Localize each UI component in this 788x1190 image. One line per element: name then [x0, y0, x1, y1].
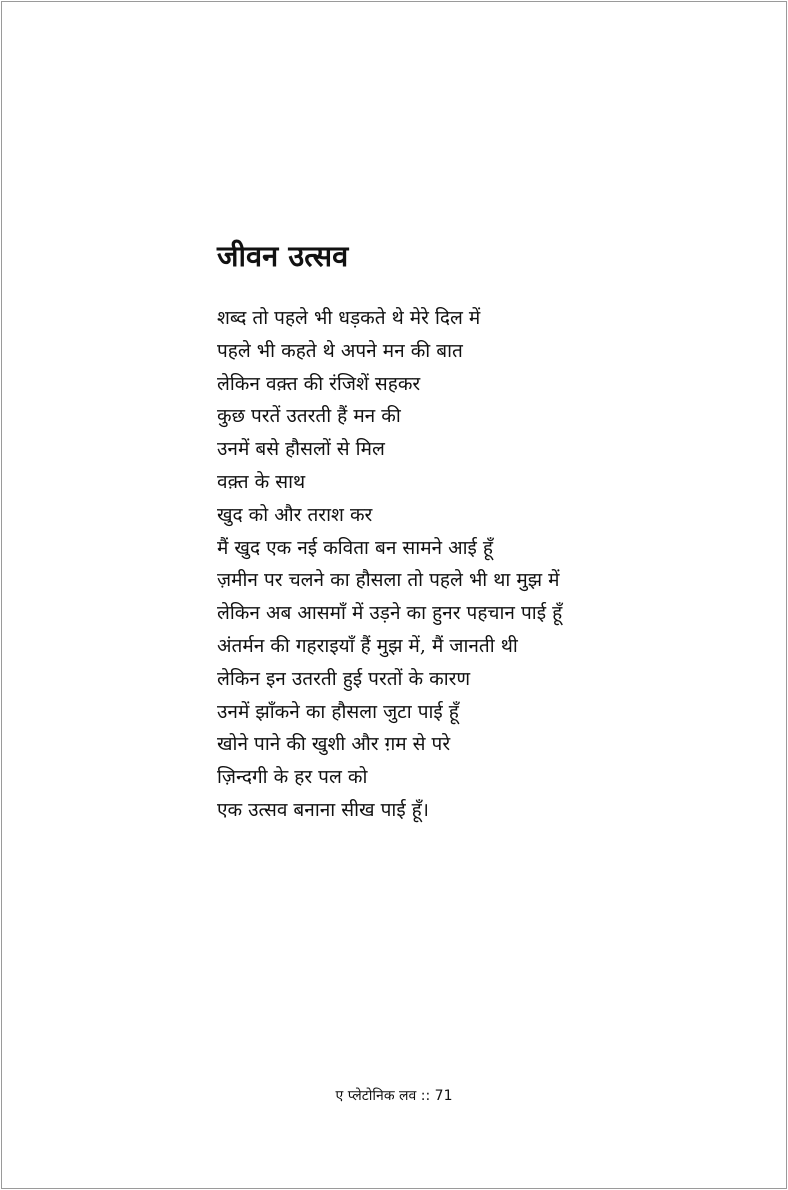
poem-line: उनमें बसे हौसलों से मिल — [217, 438, 385, 461]
footer-separator: :: — [420, 1088, 431, 1104]
poem-line: एक उत्सव बनाना सीख पाई हूँ। — [217, 798, 429, 821]
poem-line: अंतर्मन की गहराइयाँ हैं मुझ में, मैं जानती थी — [217, 634, 518, 657]
poem-line: कुछ परतें उतरती हैं मन की — [217, 405, 401, 428]
poem-line: मैं खुद एक नई कविता बन सामने आई हूँ — [217, 536, 494, 559]
poem-line: पहले भी कहते थे अपने मन की बात — [217, 339, 463, 362]
poem-line: खोने पाने की खुशी और ग़म से परे — [217, 733, 451, 756]
poem-line: शब्द तो पहले भी धड़कते थे मेरे दिल में — [217, 307, 481, 329]
page-footer — [2, 1084, 786, 1108]
poem-title: जीवन उत्सव — [217, 239, 349, 273]
book-page — [1, 1, 787, 1189]
poem-line: लेकिन इन उतरती हुई परतों के कारण — [217, 667, 471, 690]
poem-line: लेकिन वक़्त की रंजिशें सहकर — [217, 372, 421, 395]
page-number: 71 — [434, 1088, 453, 1104]
footer-book-title: ए प्लेटोनिक लव — [335, 1088, 417, 1104]
poem-line: खुद को और तराश कर — [217, 503, 373, 526]
poem-line: लेकिन अब आसमाँ में उड़ने का हुनर पहचान पाई हूँ — [217, 602, 563, 625]
poem-body — [217, 302, 562, 827]
poem-line: ज़िन्दगी के हर पल को — [217, 766, 368, 789]
poem-line: ज़मीन पर चलने का हौसला तो पहले भी था मुझ में — [217, 569, 560, 592]
poem-line: उनमें झाँकने का हौसला जुटा पाई हूँ — [217, 700, 459, 723]
poem-line: वक़्त के साथ — [217, 470, 306, 493]
